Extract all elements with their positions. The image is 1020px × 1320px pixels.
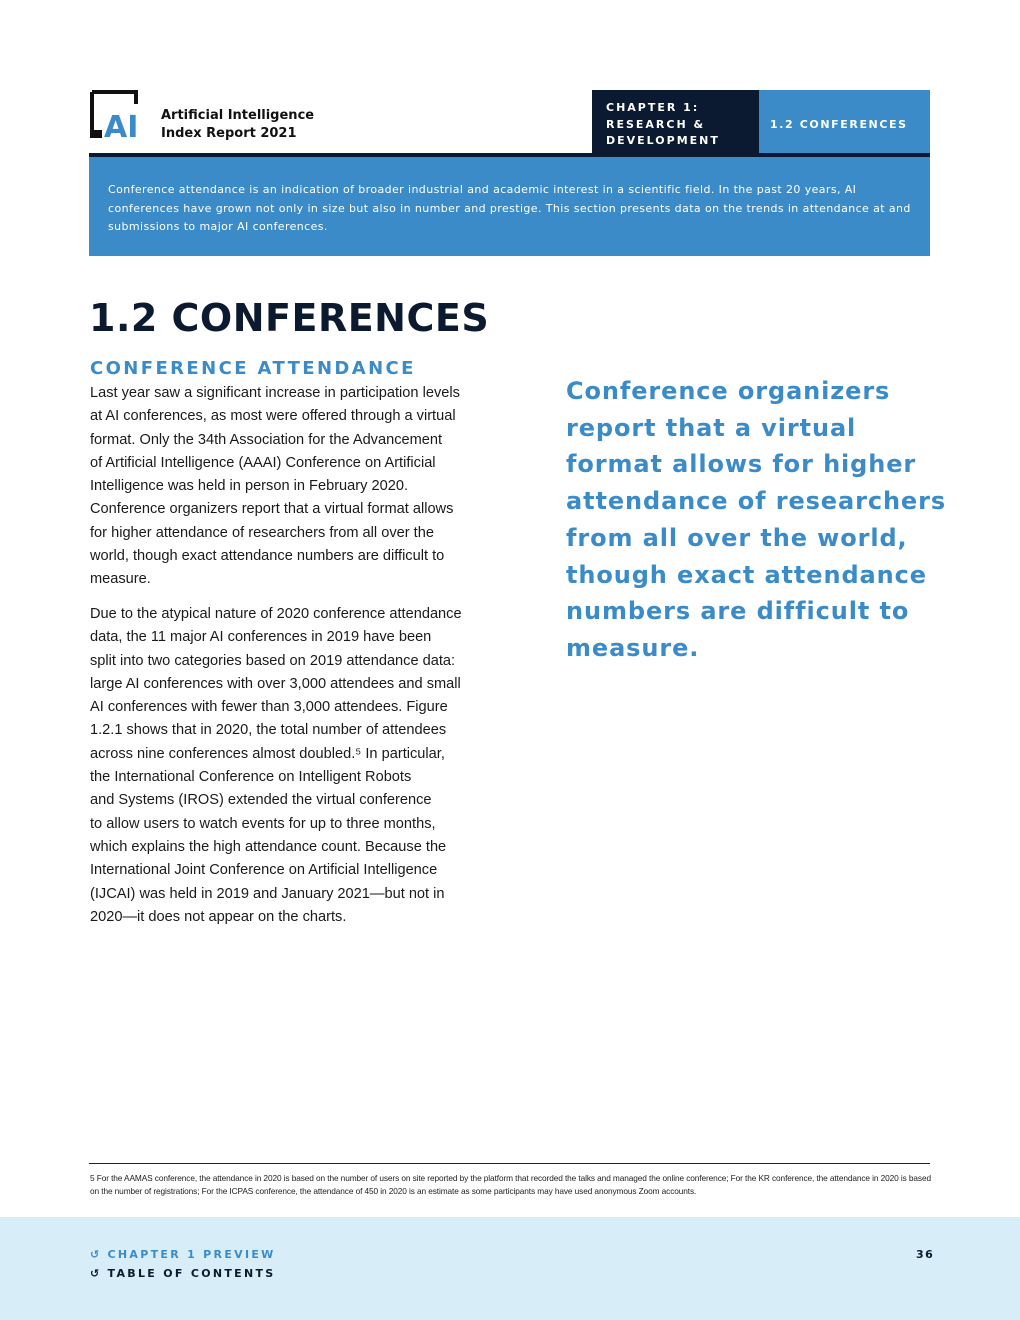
chapter-line: DEVELOPMENT bbox=[606, 134, 720, 147]
text-line: Intelligence was held in person in February 2020. bbox=[90, 478, 409, 495]
text-line: world, though exact attendance numbers are difficult to bbox=[90, 548, 445, 565]
pull-quote bbox=[566, 373, 946, 667]
intro-banner: Conference attendance is an indication of broader industrial and academic interest in a scientific field. In the past 20 years, AI conferences have grown not only in size but also in number and prestige. This section presents data on the trends in attendance at and submissions to major AI conferences. bbox=[89, 157, 930, 256]
text-line: Conference organizers report that a virtual format allows bbox=[90, 501, 454, 518]
text-line: AI conferences with fewer than 3,000 attendees. Figure bbox=[90, 699, 448, 716]
text-line: (IJCAI) was held in 2019 and January 2021—but not in bbox=[90, 885, 445, 902]
text-line: though exact attendance bbox=[566, 560, 927, 589]
text-line: International Joint Conference on Artificial Intelligence bbox=[90, 862, 438, 879]
text-line: Conference organizers bbox=[566, 377, 891, 405]
text-line: large AI conferences with over 3,000 attendees and small bbox=[90, 675, 461, 692]
text-line: data, the 11 major AI conferences in 2019 have been bbox=[90, 629, 432, 646]
text-line: the International Conference on Intelligent Robots bbox=[90, 769, 412, 786]
text-line: Due to the atypical nature of 2020 conference attendance bbox=[90, 606, 462, 622]
svg-text:AI: AI bbox=[104, 110, 139, 140]
text-line: Last year saw a significant increase in participation levels bbox=[90, 385, 460, 401]
text-line: measure. bbox=[566, 633, 700, 662]
link-label: TABLE OF CONTENTS bbox=[107, 1267, 276, 1280]
text-line: format allows for higher bbox=[566, 450, 917, 479]
text-line: measure. bbox=[90, 571, 151, 588]
text-line: of Artificial Intelligence (AAAI) Conference on Artificial bbox=[90, 454, 436, 471]
paragraph-1 bbox=[90, 382, 510, 592]
text-line: at AI conferences, as most were offered through a virtual bbox=[90, 408, 456, 425]
text-line: split into two categories based on 2019 attendance data: bbox=[90, 652, 456, 669]
chapter-preview-link[interactable] bbox=[90, 1248, 276, 1261]
link-label: CHAPTER 1 PREVIEW bbox=[107, 1248, 276, 1261]
footnote-divider bbox=[89, 1163, 930, 1164]
brand-line: Index Report 2021 bbox=[161, 126, 297, 141]
chapter-tab[interactable] bbox=[592, 90, 759, 153]
text-line: numbers are difficult to bbox=[566, 597, 910, 626]
section-subtitle: CONFERENCE ATTENDANCE bbox=[90, 358, 416, 379]
text-line: from all over the world, bbox=[566, 523, 908, 552]
ai-index-logo bbox=[90, 90, 146, 140]
text-line: format. Only the 34th Association for the Advancement bbox=[90, 431, 443, 448]
table-of-contents-link[interactable] bbox=[90, 1267, 276, 1280]
text-line: which explains the high attendance count. Because the bbox=[90, 838, 447, 855]
text-line: 1.2.1 shows that in 2020, the total number of attendees bbox=[90, 722, 447, 739]
report-brand bbox=[161, 107, 314, 143]
brand-line: Artificial Intelligence bbox=[161, 108, 315, 123]
footnote: 5 For the AAMAS conference, the attendance in 2020 is based on the number of users on site reported by the platform that recorded the talks and managed the online conference; For the KR conference, the attendance in 2020 is based on the number of registrations; For the ICPAS conference, the attendance of 450 in 2020 is an estimate as some participants may have used anonymous Zoom accounts. bbox=[90, 1173, 931, 1196]
text-line: attendance of researchers bbox=[566, 487, 947, 516]
return-arrow-icon: ↺ bbox=[90, 1248, 102, 1261]
section-tab[interactable]: 1.2 CONFERENCES bbox=[759, 90, 930, 153]
text-line: report that a virtual bbox=[566, 413, 857, 442]
chapter-line: CHAPTER 1: bbox=[606, 101, 700, 114]
return-arrow-icon: ↺ bbox=[90, 1267, 102, 1280]
page-number: 36 bbox=[916, 1248, 935, 1261]
page-title: 1.2 CONFERENCES bbox=[89, 296, 490, 340]
chapter-line: RESEARCH & bbox=[606, 117, 706, 131]
text-line: across nine conferences almost doubled.⁵ In particular, bbox=[90, 745, 445, 762]
text-line: 2020—it does not appear on the charts. bbox=[90, 908, 347, 925]
text-line: for higher attendance of researchers from all over the bbox=[90, 524, 434, 541]
paragraph-2 bbox=[90, 603, 510, 929]
text-line: to allow users to watch events for up to three months, bbox=[90, 815, 436, 832]
text-line: and Systems (IROS) extended the virtual conference bbox=[90, 792, 432, 809]
